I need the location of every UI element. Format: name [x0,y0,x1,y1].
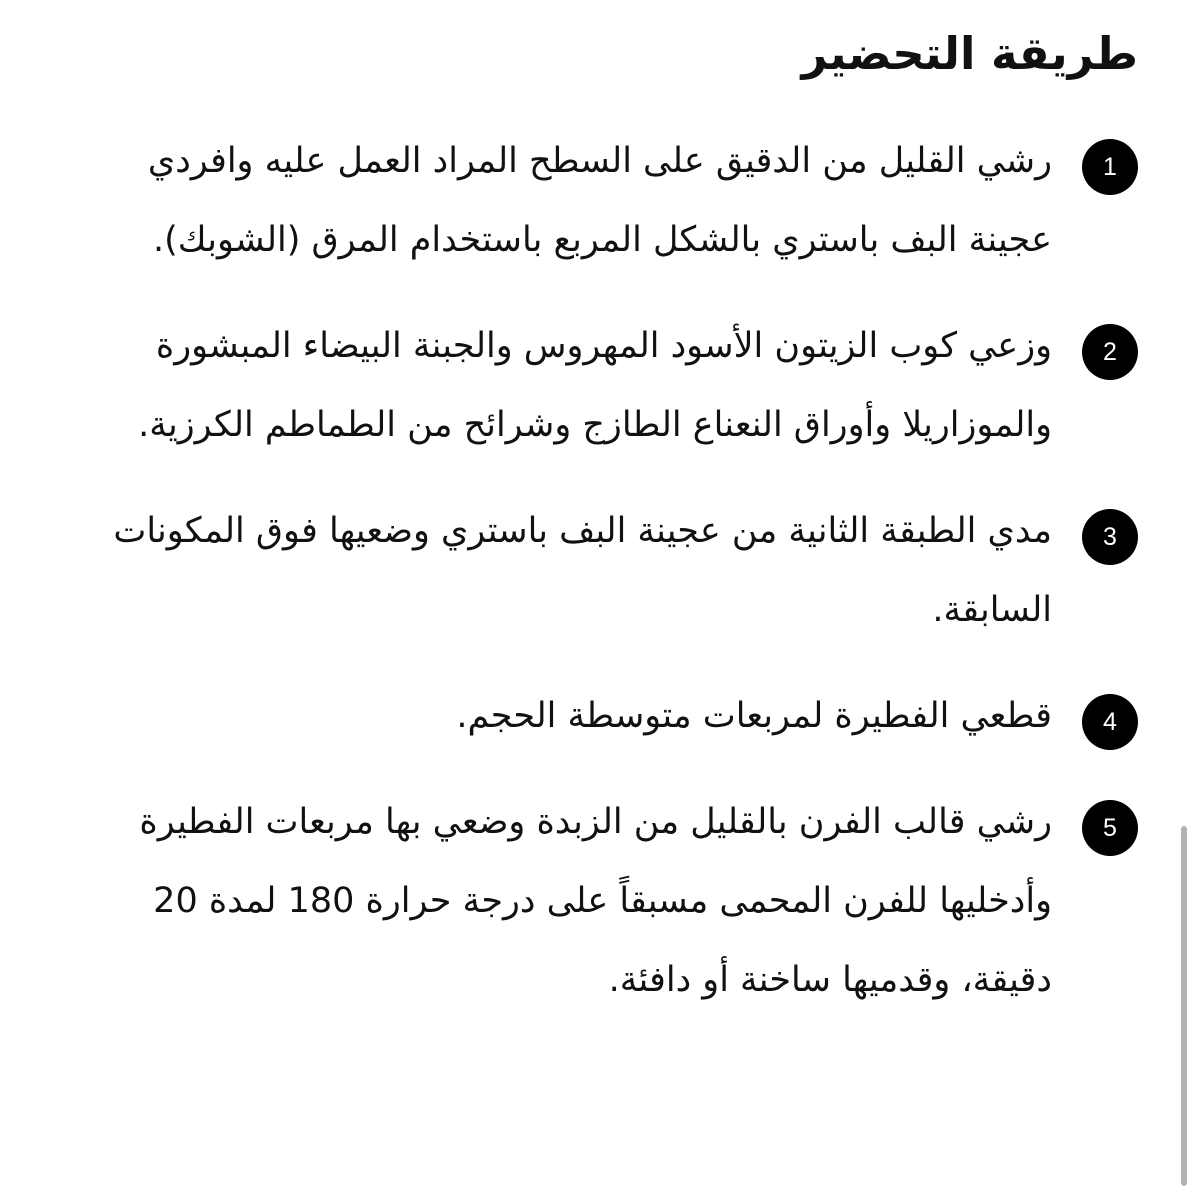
step-text: قطعي الفطيرة لمربعات متوسطة الحجم. [456,696,1052,736]
step-text: رشي القليل من الدقيق على السطح المراد العمل عليه وافردي عجينة البف باستري بالشكل المربع باستخدام المرق (الشوبك). [147,141,1052,260]
step-number-badge: 1 [1082,139,1138,195]
step-item [58,677,1138,756]
step-text: رشي قالب الفرن بالقليل من الزبدة وضعي بها مربعات الفطيرة وأدخليها للفرن المحمى مسبقاً على درجة حرارة 180 لمدة 20 دقيقة، وقدميها ساخنة أو دافئة. [139,802,1052,1000]
vertical-scrollbar[interactable] [1181,826,1187,1186]
step-text: مدي الطبقة الثانية من عجينة البف باستري وضعيها فوق المكونات السابقة. [113,511,1052,630]
step-number-badge: 4 [1082,694,1138,750]
step-item [58,783,1138,1020]
step-item [58,307,1138,465]
step-item [58,492,1138,650]
step-number-badge: 5 [1082,800,1138,856]
section-title: طريقة التحضير [801,27,1138,80]
steps-list [58,122,1138,1020]
step-text: وزعي كوب الزيتون الأسود المهروس والجبنة البيضاء المبشورة والموزاريلا وأوراق النعناع الطازج وشرائح من الطماطم الكرزية. [138,326,1052,445]
step-number-badge: 3 [1082,509,1138,565]
step-number-badge: 2 [1082,324,1138,380]
step-item [58,122,1138,280]
